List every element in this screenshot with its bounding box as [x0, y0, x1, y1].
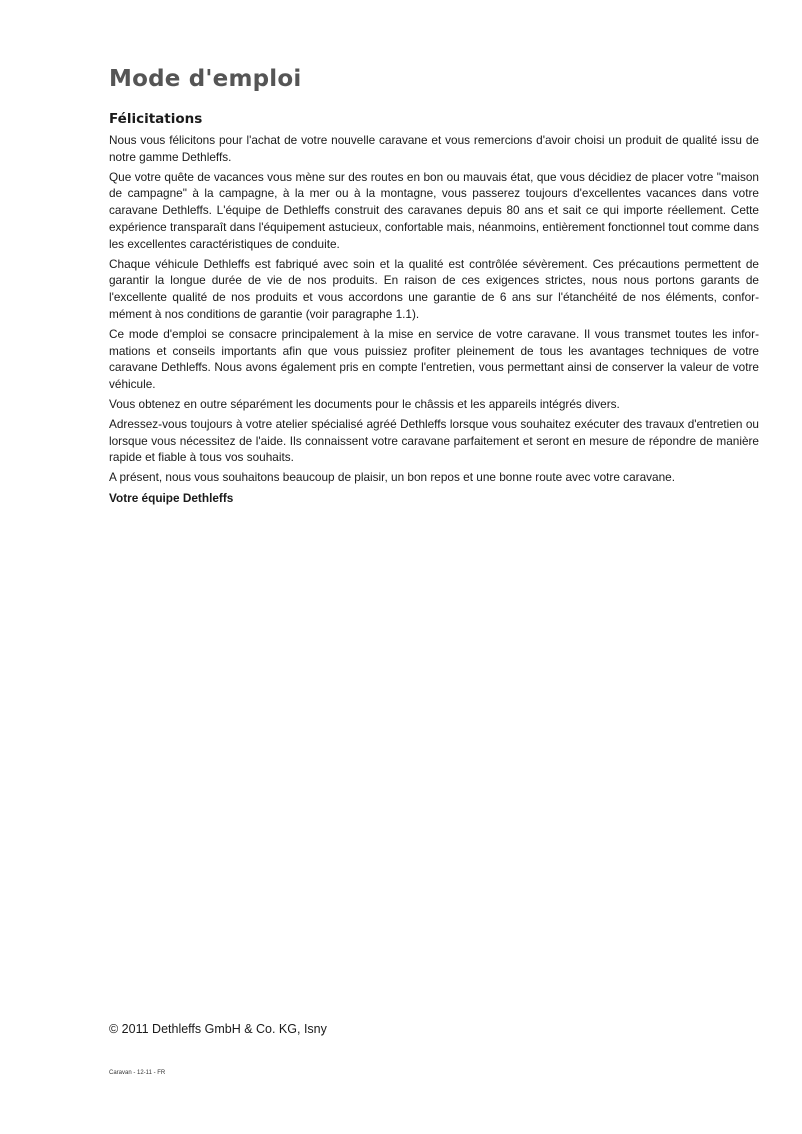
paragraph-workshop: Adressez-vous toujours à votre atelier spécialisé agréé Dethleffs lorsque vous souhaitez exécuter des travaux d'entretien ou lorsque vous nécessitez de l'aide. Ils connaissent votre caravane parfaitement et seront en mesure de répondre de manière rapide et fiable à tous vos souhaits.: [109, 416, 759, 465]
paragraph-wishes: A présent, nous vous souhaitons beaucoup de plaisir, un bon repos et une bonne route avec votre caravane.: [109, 470, 675, 485]
paragraph-quality: Chaque véhicule Dethleffs est fabriqué avec soin et la qualité est contrôlée sévèrement. Ces précautions permettent de garantir la longue durée de vie de nos produits. En raison de ces exigences strictes, nous nous portons garants de l'excellente qualité de nos produits et vous accordons une garantie de 6 ans sur l'étanchéité de nos éléments, conformément à nos conditions de garantie (voir paragraphe 1.1).: [109, 256, 759, 321]
paragraph-manual-purpose: Ce mode d'emploi se consacre principalement à la mise en service de votre caravane. Il vous transmet toutes les informations et conseils importants afin que vous puissiez profiter pleinement de tous les avantages techniques de votre caravane Dethleffs. Nous avons également pris en compte l'entretien, vous permettant ainsi de conserver la valeur de votre véhicule.: [109, 326, 759, 392]
paragraph-congratulations: Nous vous félicitons pour l'achat de votre nouvelle caravane et vous remercions d'avoir choisi un produit de qualité issu de notre gamme Dethleffs.: [109, 133, 759, 164]
footer-document-code: Caravan - 12-11 - FR: [109, 1070, 166, 1076]
copyright-notice: © 2011 Dethleffs GmbH & Co. KG, Isny: [109, 1022, 327, 1036]
paragraph-documents: Vous obtenez en outre séparément les documents pour le châssis et les appareils intégrés divers.: [109, 396, 620, 411]
section-heading: Félicitations: [109, 111, 203, 127]
signature: Votre équipe Dethleffs: [109, 490, 234, 505]
main-content: [109, 111, 759, 507]
paragraph-vacation: Que votre quête de vacances vous mène sur des routes en bon ou mauvais état, que vous décidiez de placer votre "maison de campagne" à la campagne, à la mer ou à la montagne, vous passerez toujours d'excellentes vacances dans votre caravane Dethleffs. L'équipe de Dethleffs construit des caravanes depuis 80 ans et sait ce qui importe réellement. Cette expérience transparaît dans l'équipement astucieux, confortable mais, néanmoins, entièrement fonctionnel tout comme dans les excellentes caractéristiques de conduite.: [109, 169, 759, 251]
page-title: Mode d'emploi: [109, 66, 302, 92]
